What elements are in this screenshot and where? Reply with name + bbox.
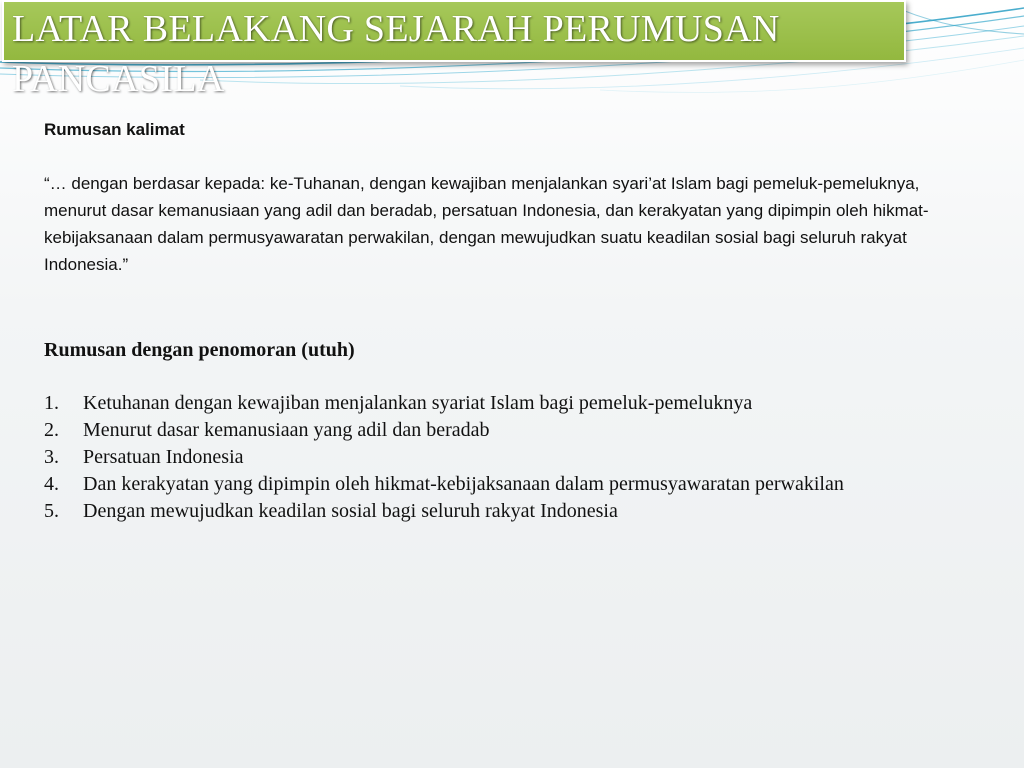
numbered-list — [44, 390, 974, 525]
list-item-text: Menurut dasar kemanusiaan yang adil dan beradab — [83, 419, 490, 441]
list-item-text: Persatuan Indonesia — [83, 446, 244, 468]
section-heading-rumusan-kalimat: Rumusan kalimat — [44, 120, 185, 139]
list-item — [44, 390, 974, 417]
list-item — [44, 471, 974, 498]
list-item-number: 4. — [44, 473, 59, 495]
list-item-number: 1. — [44, 392, 59, 414]
slide-content — [44, 118, 974, 525]
list-item-text: Dengan mewujudkan keadilan sosial bagi seluruh rakyat Indonesia — [83, 500, 618, 522]
slide-title: LATAR BELAKANG SEJARAH PERUMUSAN PANCASILA — [12, 8, 780, 100]
list-item-number: 2. — [44, 419, 59, 441]
quote-paragraph: “… dengan berdasar kepada: ke-Tuhanan, dengan kewajiban menjalankan syari’at Islam bagi pemeluk-pemeluknya, menurut dasar kemanusiaan yang adil dan beradab, persatuan Indonesia, dan kerakyatan yang dipimpin oleh hikmat-kebijaksanaan dalam permusyawaratan perwakilan, dengan mewujudkan suatu keadilan sosial bagi seluruh rakyat Indonesia.” — [44, 174, 929, 274]
list-item-text: Ketuhanan dengan kewajiban menjalankan syariat Islam bagi pemeluk-pemeluknya — [83, 392, 753, 414]
list-item-text: Dan kerakyatan yang dipimpin oleh hikmat-kebijaksanaan dalam permusyawaratan perwakilan — [83, 473, 844, 495]
list-item-number: 5. — [44, 500, 59, 522]
section-heading-penomoran: Rumusan dengan penomoran (utuh) — [44, 339, 355, 361]
list-item-number: 3. — [44, 446, 59, 468]
list-item — [44, 498, 974, 525]
list-item — [44, 417, 974, 444]
list-item — [44, 444, 974, 471]
